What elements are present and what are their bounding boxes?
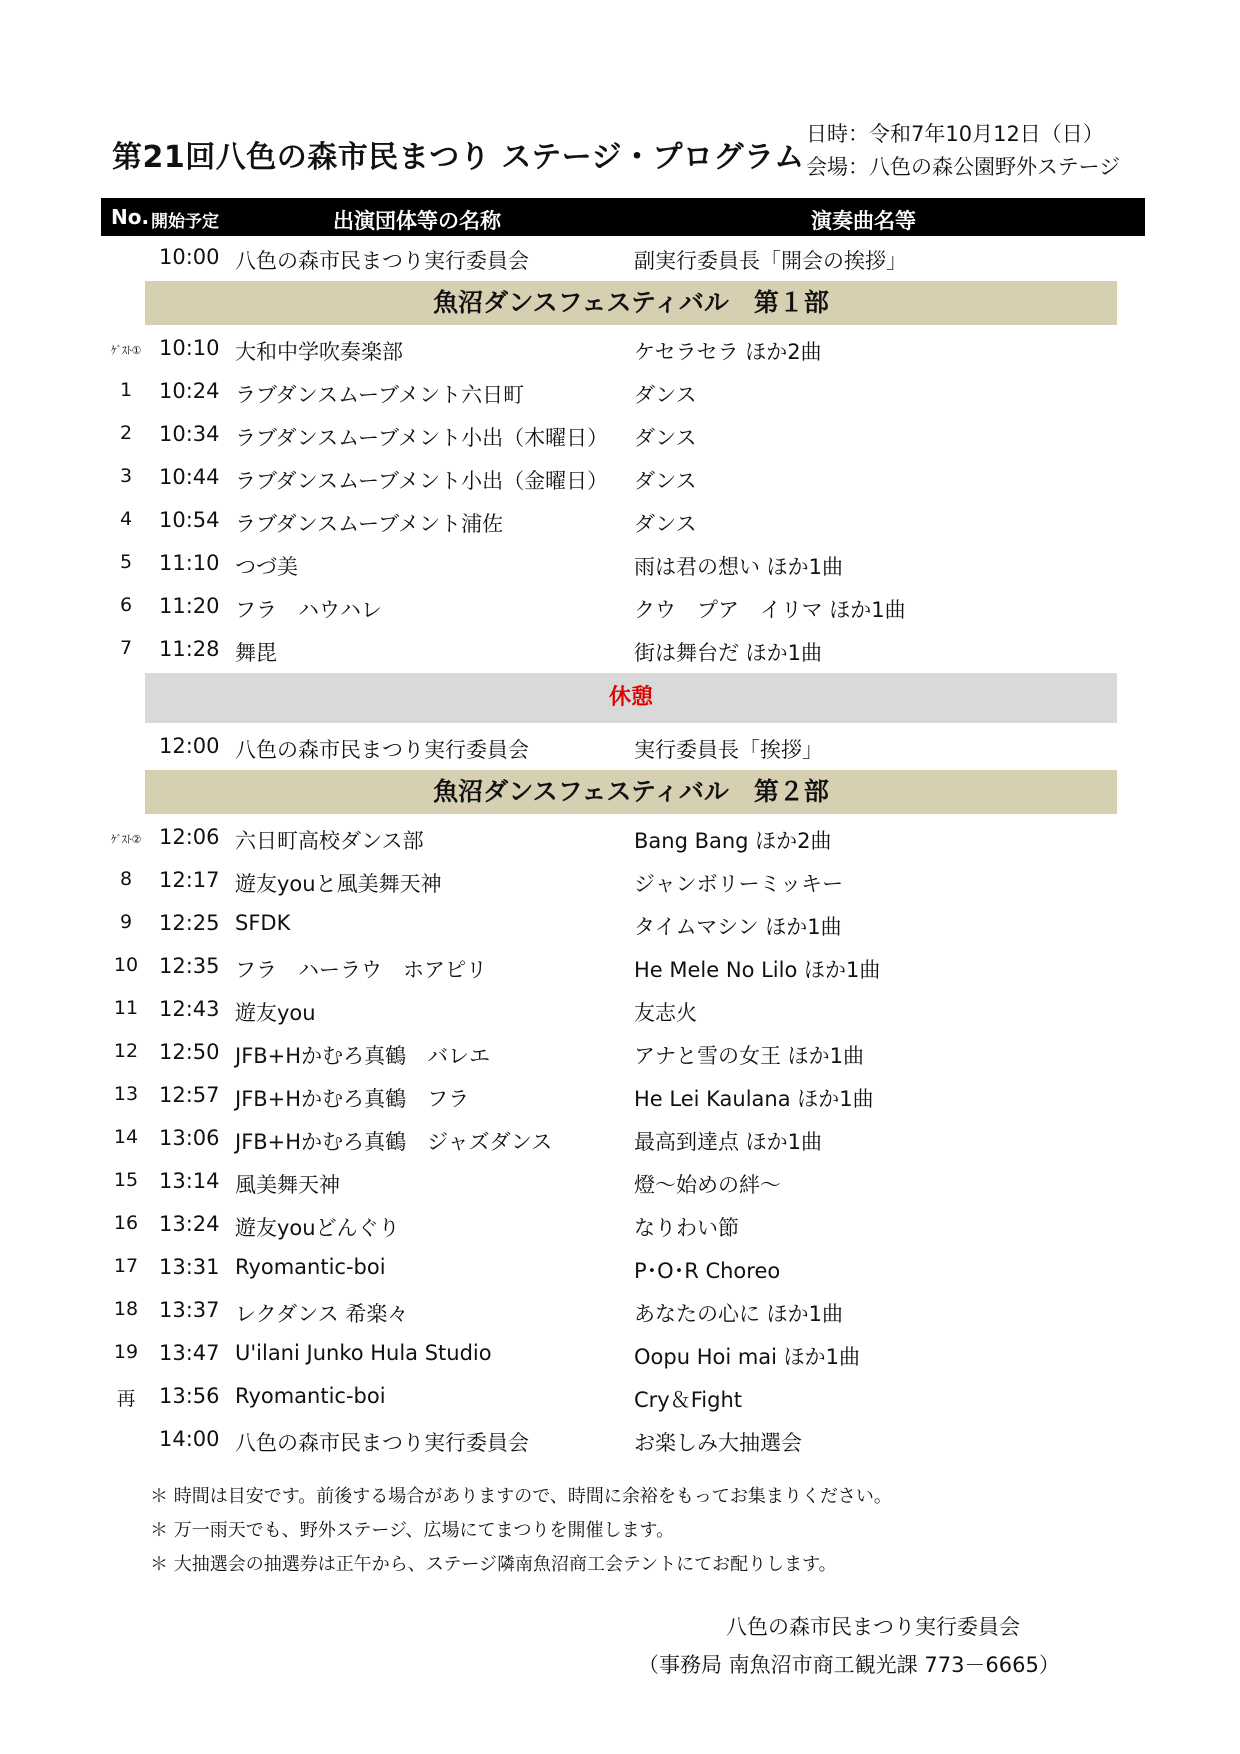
row-no: 2 xyxy=(119,422,133,444)
row-time: 10:44 xyxy=(159,465,220,489)
row-name: つづ美 xyxy=(235,555,298,579)
row-name: ラブダンスムーブメント浦佐 xyxy=(235,512,504,536)
row-piece: 友志火 xyxy=(634,1001,697,1025)
row-piece: ジャンボリーミッキー xyxy=(634,872,844,896)
row-piece: 燈～始めの絆～ xyxy=(634,1173,781,1197)
row-name: 風美舞天神 xyxy=(235,1173,340,1197)
row-name: フラ ハウハレ xyxy=(235,598,382,622)
event-venue: 会場：八色の森公園野外ステージ xyxy=(806,155,1121,179)
table-row xyxy=(101,499,1145,542)
row-piece: あなたの心に ほか1曲 xyxy=(634,1302,844,1326)
row-no: 8 xyxy=(119,868,133,890)
section-header: 魚沼ダンスフェスティバル 第２部 xyxy=(145,770,1117,814)
row-no: 1 xyxy=(119,379,133,401)
row-time: 10:00 xyxy=(159,245,220,269)
row-piece: 副実行委員長「開会の挨拶」 xyxy=(634,249,907,273)
event-date: 日時：令和7年10月12日（日） xyxy=(806,122,1104,146)
row-time: 13:24 xyxy=(159,1212,220,1236)
event-meta xyxy=(806,118,1120,184)
row-name: U'ilani Junko Hula Studio xyxy=(235,1341,492,1365)
row-no: 18 xyxy=(113,1298,139,1320)
row-piece: なりわい節 xyxy=(634,1216,739,1240)
row-no: 13 xyxy=(113,1083,139,1105)
table-row xyxy=(101,725,1145,768)
row-time: 11:28 xyxy=(159,637,220,661)
table-row xyxy=(101,1203,1145,1246)
row-time: 13:56 xyxy=(159,1384,220,1408)
row-piece: 最高到達点 ほか1曲 xyxy=(634,1130,823,1154)
row-name: SFDK xyxy=(235,911,291,935)
row-time: 10:24 xyxy=(159,379,220,403)
row-name: ラブダンスムーブメント小出（木曜日） xyxy=(235,426,609,450)
header-name: 出演団体等の名称 xyxy=(333,209,501,233)
row-time: 10:34 xyxy=(159,422,220,446)
row-time: 10:54 xyxy=(159,508,220,532)
row-piece: 街は舞台だ ほか1曲 xyxy=(634,641,823,665)
header-start: 開始予定 xyxy=(151,212,219,232)
header-no: No. xyxy=(111,205,150,229)
row-piece: ダンス xyxy=(634,383,697,407)
row-no: 11 xyxy=(113,997,139,1019)
table-row xyxy=(101,370,1145,413)
row-name: Ryomantic-boi xyxy=(235,1384,386,1408)
row-piece: タイムマシン ほか1曲 xyxy=(634,915,842,939)
note-item: ＊ 時間は目安です。前後する場合がありますので、時間に余裕をもってお集まりください。 xyxy=(150,1486,892,1507)
row-time: 13:31 xyxy=(159,1255,220,1279)
section-header: 魚沼ダンスフェスティバル 第１部 xyxy=(145,281,1117,325)
row-name: JFB+Hかむろ真鶴 バレエ xyxy=(235,1044,491,1068)
break-row: 休憩 xyxy=(145,673,1117,723)
row-piece: 雨は君の想い ほか1曲 xyxy=(634,555,844,579)
row-name: 八色の森市民まつり実行委員会 xyxy=(235,738,529,762)
table-row xyxy=(101,585,1145,628)
row-piece: P･O･R Choreo xyxy=(634,1259,781,1283)
row-no: 6 xyxy=(119,594,133,616)
row-time: 12:25 xyxy=(159,911,220,935)
table-row xyxy=(101,628,1145,671)
row-name: 八色の森市民まつり実行委員会 xyxy=(235,1431,529,1455)
table-row xyxy=(101,542,1145,585)
row-piece: Cry＆Fight xyxy=(634,1388,742,1412)
row-no: ｹﾞｽﾄ② xyxy=(111,833,141,846)
row-name: 八色の森市民まつり実行委員会 xyxy=(235,249,529,273)
row-time: 11:10 xyxy=(159,551,220,575)
table-body xyxy=(101,236,1145,1461)
row-no: 9 xyxy=(119,911,133,933)
row-time: 12:17 xyxy=(159,868,220,892)
row-time: 10:10 xyxy=(159,336,220,360)
table-header xyxy=(101,198,1145,236)
row-piece: アナと雪の女王 ほか1曲 xyxy=(634,1044,865,1068)
row-name: ラブダンスムーブメント六日町 xyxy=(235,383,525,407)
row-time: 12:50 xyxy=(159,1040,220,1064)
program-table xyxy=(101,198,1145,1461)
table-row xyxy=(101,945,1145,988)
row-no: 5 xyxy=(119,551,133,573)
table-row xyxy=(101,902,1145,945)
row-no: 14 xyxy=(113,1126,139,1148)
row-time: 13:06 xyxy=(159,1126,220,1150)
header-piece: 演奏曲名等 xyxy=(811,209,916,233)
row-piece: ケセラセラ ほか2曲 xyxy=(634,340,822,364)
table-row xyxy=(101,236,1145,279)
row-no: ｹﾞｽﾄ① xyxy=(111,344,141,357)
table-row xyxy=(101,1074,1145,1117)
table-row xyxy=(101,413,1145,456)
row-time: 13:37 xyxy=(159,1298,220,1322)
row-no: 7 xyxy=(119,637,133,659)
row-time: 11:20 xyxy=(159,594,220,618)
page-title: 第21回八色の森市民まつり ステージ・プログラム xyxy=(112,140,805,175)
table-row xyxy=(101,1160,1145,1203)
table-row xyxy=(101,1246,1145,1289)
table-row xyxy=(101,456,1145,499)
row-time: 13:47 xyxy=(159,1341,220,1365)
row-name: 遊友you xyxy=(235,1001,316,1025)
row-name: JFB+Hかむろ真鶴 ジャズダンス xyxy=(235,1130,553,1154)
row-piece: お楽しみ大抽選会 xyxy=(634,1431,802,1455)
row-no: 10 xyxy=(113,954,139,976)
row-name: ラブダンスムーブメント小出（金曜日） xyxy=(235,469,609,493)
row-no: 15 xyxy=(113,1169,139,1191)
table-row xyxy=(101,1031,1145,1074)
row-no: 17 xyxy=(113,1255,139,1277)
note-item: ＊ 万一雨天でも、野外ステージ、広場にてまつりを開催します。 xyxy=(150,1520,675,1541)
footer-org: 八色の森市民まつり実行委員会 xyxy=(726,1615,1020,1639)
note-item: ＊ 大抽選会の抽選券は正午から、ステージ隣南魚沼商工会テントにてお配りします。 xyxy=(150,1554,837,1575)
row-piece: ダンス xyxy=(634,426,697,450)
row-no: 19 xyxy=(113,1341,139,1363)
table-row xyxy=(101,1332,1145,1375)
notes xyxy=(150,1480,892,1582)
row-time: 12:00 xyxy=(159,734,220,758)
row-piece: ダンス xyxy=(634,469,697,493)
row-name: 遊友youどんぐり xyxy=(235,1216,400,1240)
row-no: 4 xyxy=(119,508,133,530)
row-no: 16 xyxy=(113,1212,139,1234)
row-piece: He Mele No Lilo ほか1曲 xyxy=(634,958,881,982)
row-time: 14:00 xyxy=(159,1427,220,1451)
footer-office: （事務局 南魚沼市商工観光課 773－6665） xyxy=(638,1653,1060,1677)
row-no: 3 xyxy=(119,465,133,487)
table-row xyxy=(101,1289,1145,1332)
row-piece: Oopu Hoi mai ほか1曲 xyxy=(634,1345,861,1369)
table-row xyxy=(101,1375,1145,1418)
table-row xyxy=(101,816,1145,859)
row-no: 再 xyxy=(116,1388,136,1410)
row-piece: クウ プア イリマ ほか1曲 xyxy=(634,598,906,622)
row-time: 12:43 xyxy=(159,997,220,1021)
row-time: 12:06 xyxy=(159,825,220,849)
row-name: JFB+Hかむろ真鶴 フラ xyxy=(235,1087,470,1111)
row-name: レクダンス 希楽々 xyxy=(235,1302,409,1326)
table-row xyxy=(101,988,1145,1031)
row-name: 遊友youと風美舞天神 xyxy=(235,872,442,896)
table-row xyxy=(101,1418,1145,1461)
table-row xyxy=(101,1117,1145,1160)
footer xyxy=(638,1608,1060,1684)
row-name: 舞毘 xyxy=(235,641,277,665)
row-name: Ryomantic-boi xyxy=(235,1255,386,1279)
row-time: 12:35 xyxy=(159,954,220,978)
table-row xyxy=(101,859,1145,902)
row-piece: He Lei Kaulana ほか1曲 xyxy=(634,1087,874,1111)
row-time: 12:57 xyxy=(159,1083,220,1107)
row-name: 大和中学吹奏楽部 xyxy=(235,340,403,364)
table-row xyxy=(101,327,1145,370)
row-piece: 実行委員長「挨拶」 xyxy=(634,738,823,762)
row-name: フラ ハーラウ ホアピリ xyxy=(235,958,487,982)
row-name: 六日町高校ダンス部 xyxy=(235,829,424,853)
row-time: 13:14 xyxy=(159,1169,220,1193)
row-no: 12 xyxy=(113,1040,139,1062)
row-piece: Bang Bang ほか2曲 xyxy=(634,829,832,853)
row-piece: ダンス xyxy=(634,512,697,536)
